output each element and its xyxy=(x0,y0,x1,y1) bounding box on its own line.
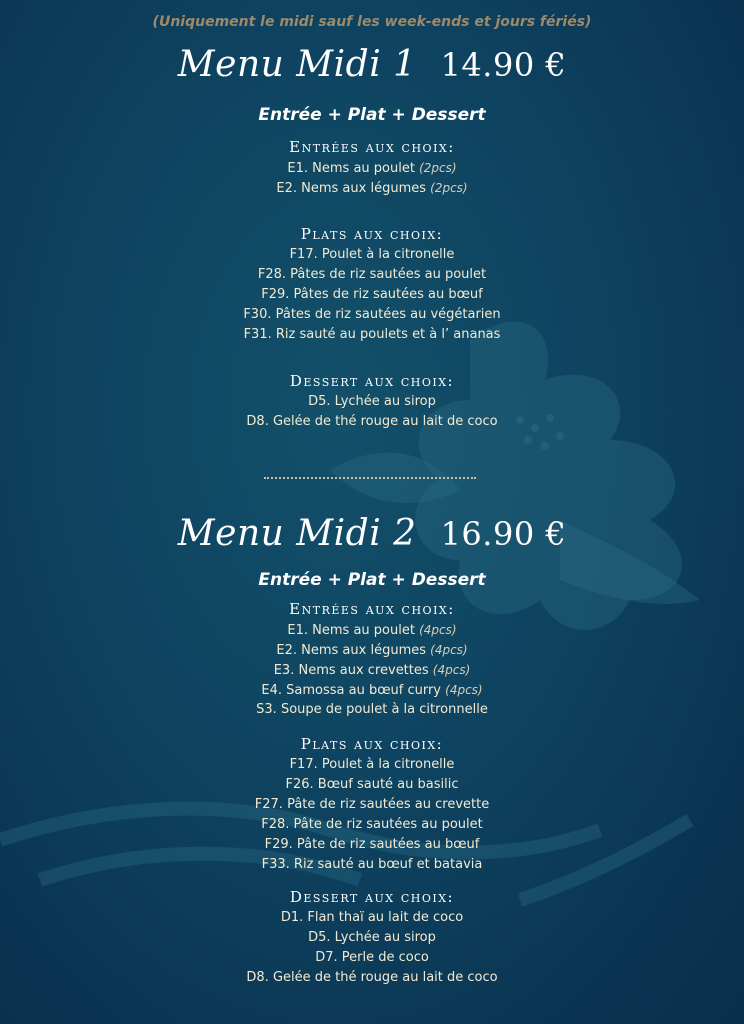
menu-item: E2. Nems aux légumes (4pcs) xyxy=(276,643,468,658)
menu2-price: 16.90 € xyxy=(440,515,567,553)
menu-item: E4. Samossa au bœuf curry (4pcs) xyxy=(261,683,483,698)
menu-item: D1. Flan thaï au lait de coco xyxy=(280,910,464,925)
menu2-plats-title: Plats aux choix: xyxy=(300,735,444,753)
menu1-name: Menu Midi 1 xyxy=(177,44,417,85)
menu-item: F17. Poulet à la citronelle xyxy=(289,757,455,772)
menu-item: E1. Nems au poulet (2pcs) xyxy=(287,161,457,176)
lunch-only-notice: (Uniquement le midi sauf les week-ends et jours fériés) xyxy=(152,14,592,30)
menu-item: F26. Bœuf sauté au basilic xyxy=(285,777,459,792)
menu-item: D5. Lychée au sirop xyxy=(308,930,436,945)
menu-item: S3. Soupe de poulet à la citronnelle xyxy=(256,702,488,717)
menu-item: D7. Perle de coco xyxy=(315,950,429,965)
menu-item: F31. Riz sauté au poulets et à l’ ananas xyxy=(243,327,501,342)
menu-item: F28. Pâtes de riz sautées au poulet xyxy=(257,267,487,282)
menu2-desserts-section xyxy=(0,886,744,988)
menu1-price: 14.90 € xyxy=(440,46,567,84)
menu1-formula: Entrée + Plat + Dessert xyxy=(258,105,486,125)
menu2-entrees-section xyxy=(0,598,744,720)
menu-item: E3. Nems aux crevettes (4pcs) xyxy=(273,663,471,678)
menu-item: F29. Pâte de riz sautées au bœuf xyxy=(264,837,480,852)
menu1-entrees-title: Entrées aux choix: xyxy=(289,138,455,156)
menu-item: E1. Nems au poulet (4pcs) xyxy=(287,623,457,638)
menu1-plats-title: Plats aux choix: xyxy=(300,225,444,243)
menu2-title xyxy=(0,513,744,554)
menu-item: D8. Gelée de thé rouge au lait de coco xyxy=(246,414,498,429)
menu-item: F28. Pâte de riz sautées au poulet xyxy=(261,817,483,832)
menu1-entrees-section xyxy=(0,136,744,198)
menu-item: F30. Pâtes de riz sautées au végétarien xyxy=(243,307,501,322)
menu-item: F17. Poulet à la citronelle xyxy=(289,247,455,262)
menu-item: D5. Lychée au sirop xyxy=(308,394,436,409)
menu2-plats-section xyxy=(0,733,744,875)
menu2-desserts-title: Dessert aux choix: xyxy=(289,888,455,906)
menu-item: F27. Pâte de riz sautées au crevette xyxy=(254,797,490,812)
menu2-entrees-title: Entrées aux choix: xyxy=(289,600,455,618)
menu-item: F29. Pâtes de riz sautées au bœuf xyxy=(261,287,483,302)
dotted-separator xyxy=(264,477,476,479)
menu1-plats-section xyxy=(0,223,744,345)
menu1-title xyxy=(0,44,744,85)
menu1-desserts-section xyxy=(0,370,744,432)
menu1-desserts-title: Dessert aux choix: xyxy=(289,372,455,390)
menu-item: D8. Gelée de thé rouge au lait de coco xyxy=(246,970,498,985)
menu2-formula: Entrée + Plat + Dessert xyxy=(258,570,486,590)
menu-item: E2. Nems aux légumes (2pcs) xyxy=(276,181,468,196)
menu2-name: Menu Midi 2 xyxy=(177,513,417,554)
menu-item: F33. Riz sauté au bœuf et batavia xyxy=(261,857,483,872)
